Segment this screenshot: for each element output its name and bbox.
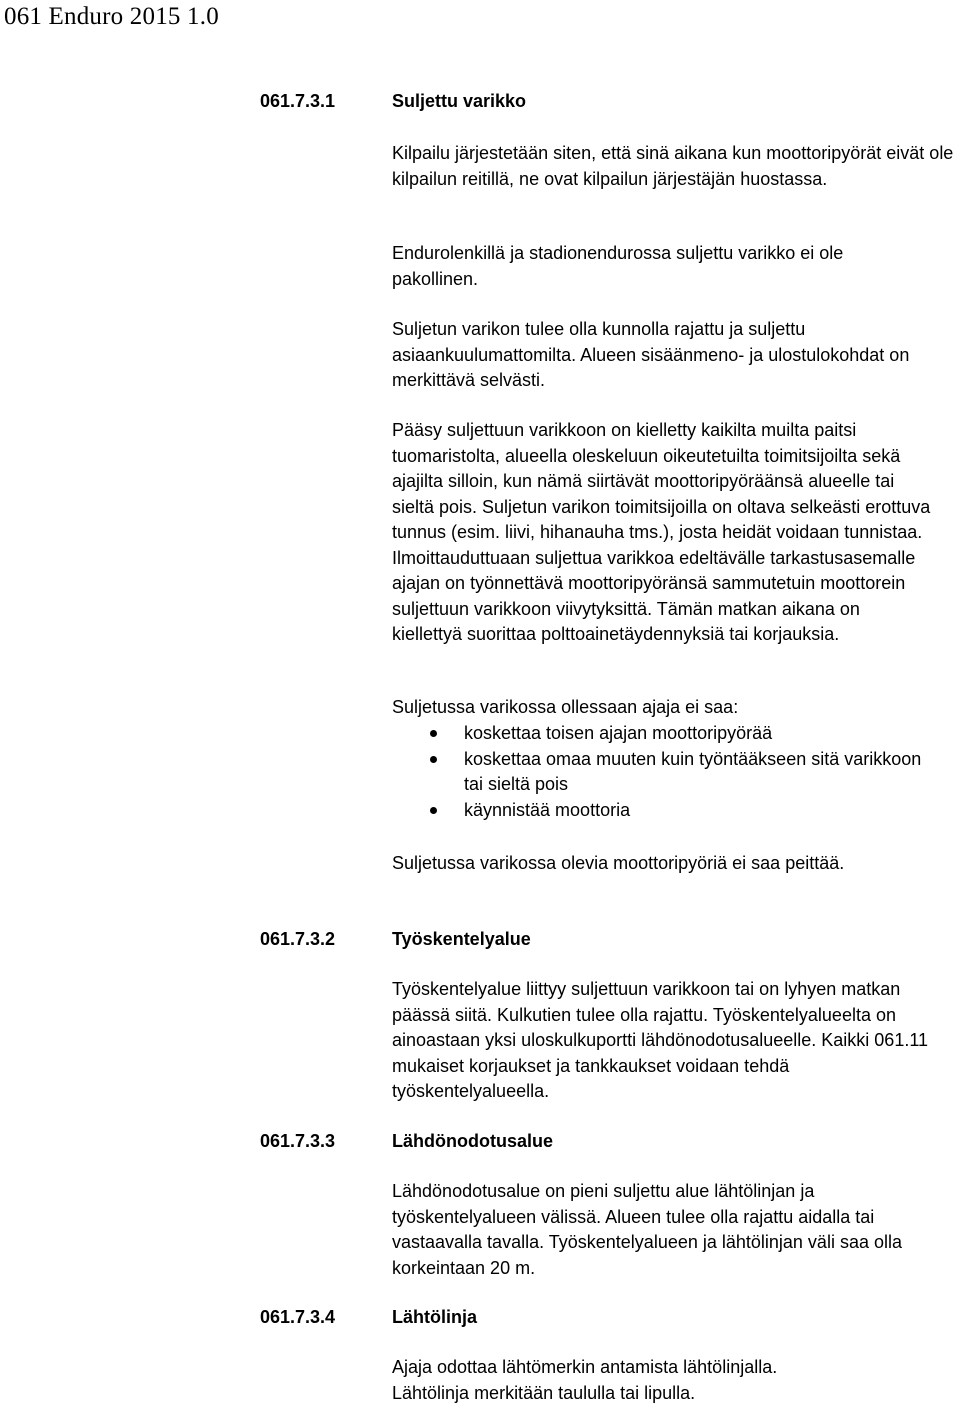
- bullet-list: [392, 721, 932, 823]
- paragraph: Suljetun varikon tulee olla kunnolla rajattu ja suljettu asiaankuulumattomilta. Alueen sisäänmeno- ja ulostulokohdat on merkittävä selvästi.: [392, 319, 910, 390]
- list-item: [392, 798, 932, 824]
- section-title: Suljettu varikko: [392, 91, 527, 111]
- paragraph: Ajaja odottaa lähtömerkin antamista lähtölinjalla. Lähtölinja merkitään taululla tai lipulla.: [392, 1357, 778, 1403]
- paragraph: Suljetussa varikossa ollessaan ajaja ei saa:: [392, 697, 739, 717]
- list-item-text: käynnistää moottoria: [464, 799, 631, 820]
- section-title: Lähtölinja: [392, 1307, 477, 1327]
- bullet-icon: [430, 756, 437, 763]
- paragraph: Pääsy suljettuun varikkoon on kielletty kaikilta muilta paitsi tuomaristolta, alueella oleskeluun oikeutetuilta toimitsijoilta sekä ajajilta silloin, kun nämä siirtävät moottoripyöräänsä alueelle tai sieltä pois. Suljetun varikon toimitsijoilla on oltava selkeästi erottuva tunnus (esim. liivi, hihanauha tms.), josta heidät voidaan tunnistaa. Ilmoittauduttuaan suljettua varikkoa edeltävälle tarkastusasemalle ajajan on työnnettävä moottoripyöränsä sammutetuin moottorein suljettuun varikkoon viivytyksittä. Tämän matkan aikana on kiellettyä suorittaa polttoainetäydennyksiä tai korjauksia.: [392, 420, 931, 644]
- bullet-icon: [430, 807, 437, 814]
- paragraph: Työskentelyalue liittyy suljettuun varikkoon tai on lyhyen matkan päässä siitä. Kulkutien tulee olla rajattu. Työskentelyalueelta on ainoastaan yksi uloskulkuportti lähdönodotusalueelle. Kaikki 061.11 mukaiset korjaukset ja tankkaukset voidaan tehdä työskentelyalueella.: [392, 979, 929, 1101]
- bullet-icon: [430, 730, 437, 737]
- section-title: Työskentelyalue: [392, 929, 531, 949]
- paragraph: Suljetussa varikossa olevia moottoripyöriä ei saa peittää.: [392, 853, 845, 873]
- section-number: 061.7.3.2: [260, 929, 336, 949]
- paragraph: Lähdönodotusalue on pieni suljettu alue lähtölinjan ja työskentelyalueen välissä. Alueen tulee olla rajattu aidalla tai vastaavalla tavalla. Työskentelyalueen ja lähtölinjan väli saa olla korkeintaan 20 m.: [392, 1181, 902, 1278]
- section-number: 061.7.3.4: [260, 1307, 336, 1327]
- section-title: Lähdönodotusalue: [392, 1131, 553, 1151]
- paragraph: Endurolenkillä ja stadionendurossa suljettu varikko ei ole pakollinen.: [392, 243, 844, 289]
- list-item: [392, 747, 932, 798]
- list-item-text: koskettaa omaa muuten kuin työntääkseen sitä varikkoon tai sieltä pois: [464, 748, 922, 794]
- section-number: 061.7.3.1: [260, 91, 336, 111]
- section-number: 061.7.3.3: [260, 1131, 336, 1151]
- paragraph: Kilpailu järjestetään siten, että sinä aikana kun moottoripyörät eivät ole kilpailun reitillä, ne ovat kilpailun järjestäjän huostassa.: [392, 143, 954, 189]
- document-header: 061 Enduro 2015 1.0: [4, 3, 219, 30]
- list-item: [392, 721, 932, 747]
- list-item-text: koskettaa toisen ajajan moottoripyörää: [464, 723, 773, 743]
